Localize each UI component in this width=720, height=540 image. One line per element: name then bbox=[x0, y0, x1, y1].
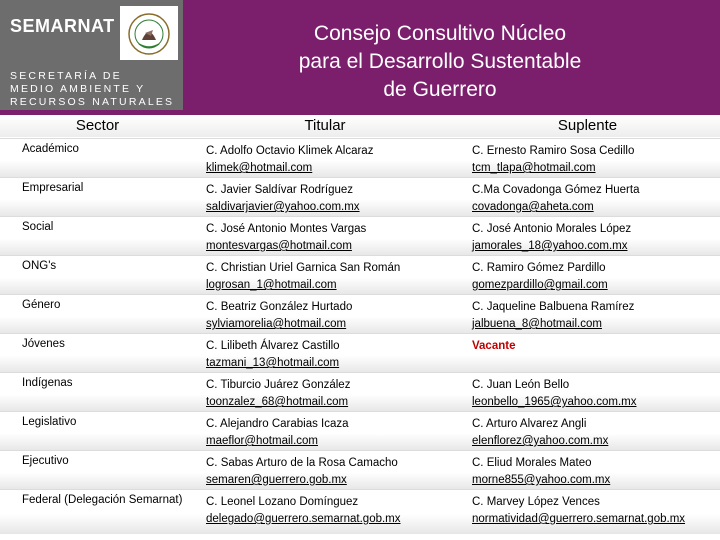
titular-email-link[interactable]: saldivarjavier@yahoo.com.mx bbox=[206, 201, 360, 213]
titular-email-link[interactable]: maeflor@hotmail.com bbox=[206, 435, 319, 447]
titular-name: C. Javier Saldívar Rodríguez bbox=[206, 184, 354, 196]
titular-cell bbox=[206, 143, 456, 177]
suplente-name: C.Ma Covadonga Gómez Huerta bbox=[472, 184, 640, 196]
semarnat-logo-panel bbox=[0, 0, 183, 110]
suplente-cell bbox=[472, 260, 717, 294]
table-row bbox=[0, 177, 720, 217]
suplente-name: C. Juan León Bello bbox=[472, 379, 570, 391]
table-row bbox=[0, 450, 720, 490]
suplente-cell bbox=[472, 377, 717, 411]
table-row bbox=[0, 255, 720, 295]
sector-cell: Académico bbox=[22, 143, 79, 155]
suplente-name: C. José Antonio Morales López bbox=[472, 223, 632, 235]
header-titular: Titular bbox=[195, 115, 455, 137]
suplente-name: C. Marvey López Vences bbox=[472, 496, 600, 508]
titular-cell bbox=[206, 299, 456, 333]
suplente-email-link[interactable]: jalbuena_8@hotmail.com bbox=[472, 318, 602, 330]
suplente-cell bbox=[472, 182, 717, 216]
titular-name: C. Christian Uriel Garnica San Román bbox=[206, 262, 401, 274]
titular-email-link[interactable]: klimek@hotmail.com bbox=[206, 162, 313, 174]
sector-cell: ONG's bbox=[22, 260, 57, 272]
suplente-cell bbox=[472, 221, 717, 255]
table-row bbox=[0, 411, 720, 451]
suplente-email-link[interactable]: jamorales_18@yahoo.com.mx bbox=[472, 240, 628, 252]
sector-cell: Ejecutivo bbox=[22, 455, 69, 467]
suplente-email-link[interactable]: covadonga@aheta.com bbox=[472, 201, 594, 213]
suplente-cell bbox=[472, 143, 717, 177]
table-row bbox=[0, 294, 720, 334]
slide-header bbox=[0, 0, 720, 115]
suplente-name: C. Jaqueline Balbuena Ramírez bbox=[472, 301, 635, 313]
titular-cell bbox=[206, 455, 456, 489]
titular-name: C. Sabas Arturo de la Rosa Camacho bbox=[206, 457, 398, 469]
titular-cell bbox=[206, 221, 456, 255]
titular-name: C. Lilibeth Álvarez Castillo bbox=[206, 340, 340, 352]
titular-email-link[interactable]: logrosan_1@hotmail.com bbox=[206, 279, 337, 291]
suplente-email-link[interactable]: morne855@yahoo.com.mx bbox=[472, 474, 611, 486]
sector-cell: Empresarial bbox=[22, 182, 84, 194]
suplente-cell bbox=[472, 455, 717, 489]
titular-email-link[interactable]: semaren@guerrero.gob.mx bbox=[206, 474, 347, 486]
suplente-name: C. Ernesto Ramiro Sosa Cedillo bbox=[472, 145, 635, 157]
suplente-cell bbox=[472, 416, 717, 450]
header-sector: Sector bbox=[0, 115, 195, 137]
brand-name: SEMARNAT bbox=[10, 16, 115, 36]
page-title: Consejo Consultivo Núcleo para el Desarrollo Sustentable de Guerrero bbox=[298, 22, 582, 101]
suplente-email-link[interactable]: normatividad@guerrero.semarnat.gob.mx bbox=[472, 513, 686, 525]
titular-cell bbox=[206, 377, 456, 411]
suplente-email-link[interactable]: leonbello_1965@yahoo.com.mx bbox=[472, 396, 637, 408]
table-row bbox=[0, 138, 720, 178]
table-row bbox=[0, 372, 720, 412]
sector-cell: Género bbox=[22, 299, 61, 311]
sector-cell: Social bbox=[22, 221, 54, 233]
suplente-name: C. Arturo Alvarez Angli bbox=[472, 418, 587, 430]
titular-email-link[interactable]: tazmani_13@hotmail.com bbox=[206, 357, 340, 369]
table-row bbox=[0, 216, 720, 256]
table-row bbox=[0, 333, 720, 373]
suplente-email-link[interactable]: tcm_tlapa@hotmail.com bbox=[472, 162, 596, 174]
table-row bbox=[0, 489, 720, 534]
titular-name: C. Alejandro Carabias Icaza bbox=[206, 418, 349, 430]
mexico-seal-icon bbox=[120, 6, 178, 60]
suplente-cell bbox=[472, 494, 717, 528]
titular-email-link[interactable]: delegado@guerrero.semarnat.gob.mx bbox=[206, 513, 401, 525]
titular-email-link[interactable]: sylviamorelia@hotmail.com bbox=[206, 318, 347, 330]
suplente-cell bbox=[472, 338, 717, 355]
titular-email-link[interactable]: toonzalez_68@hotmail.com bbox=[206, 396, 349, 408]
sector-cell: Federal (Delegación Semarnat) bbox=[22, 494, 183, 506]
suplente-cell bbox=[472, 299, 717, 333]
sector-cell: Jóvenes bbox=[22, 338, 65, 350]
council-table bbox=[0, 115, 720, 540]
suplente-email-link[interactable]: gomezpardillo@gmail.com bbox=[472, 279, 608, 291]
titular-cell bbox=[206, 416, 456, 450]
titular-cell bbox=[206, 260, 456, 294]
vacante-label: Vacante bbox=[472, 340, 516, 352]
titular-name: C. José Antonio Montes Vargas bbox=[206, 223, 367, 235]
suplente-email-link[interactable]: elenflorez@yahoo.com.mx bbox=[472, 435, 609, 447]
titular-name: C. Leonel Lozano Domínguez bbox=[206, 496, 359, 508]
titular-name: C. Beatriz González Hurtado bbox=[206, 301, 353, 313]
header-suplente: Suplente bbox=[455, 115, 720, 137]
titular-name: C. Adolfo Octavio Klimek Alcaraz bbox=[206, 145, 374, 157]
ministry-name: SECRETARÍA DE MEDIO AMBIENTE Y RECURSOS NATURALES bbox=[10, 70, 175, 108]
titular-cell bbox=[206, 494, 456, 528]
sector-cell: Legislativo bbox=[22, 416, 77, 428]
sector-cell: Indígenas bbox=[22, 377, 73, 389]
titular-name: C. Tiburcio Juárez González bbox=[206, 379, 351, 391]
suplente-name: C. Ramiro Gómez Pardillo bbox=[472, 262, 606, 274]
suplente-name: C. Eliud Morales Mateo bbox=[472, 457, 592, 469]
titular-cell bbox=[206, 338, 456, 372]
titular-cell bbox=[206, 182, 456, 216]
titular-email-link[interactable]: montesvargas@hotmail.com bbox=[206, 240, 352, 252]
